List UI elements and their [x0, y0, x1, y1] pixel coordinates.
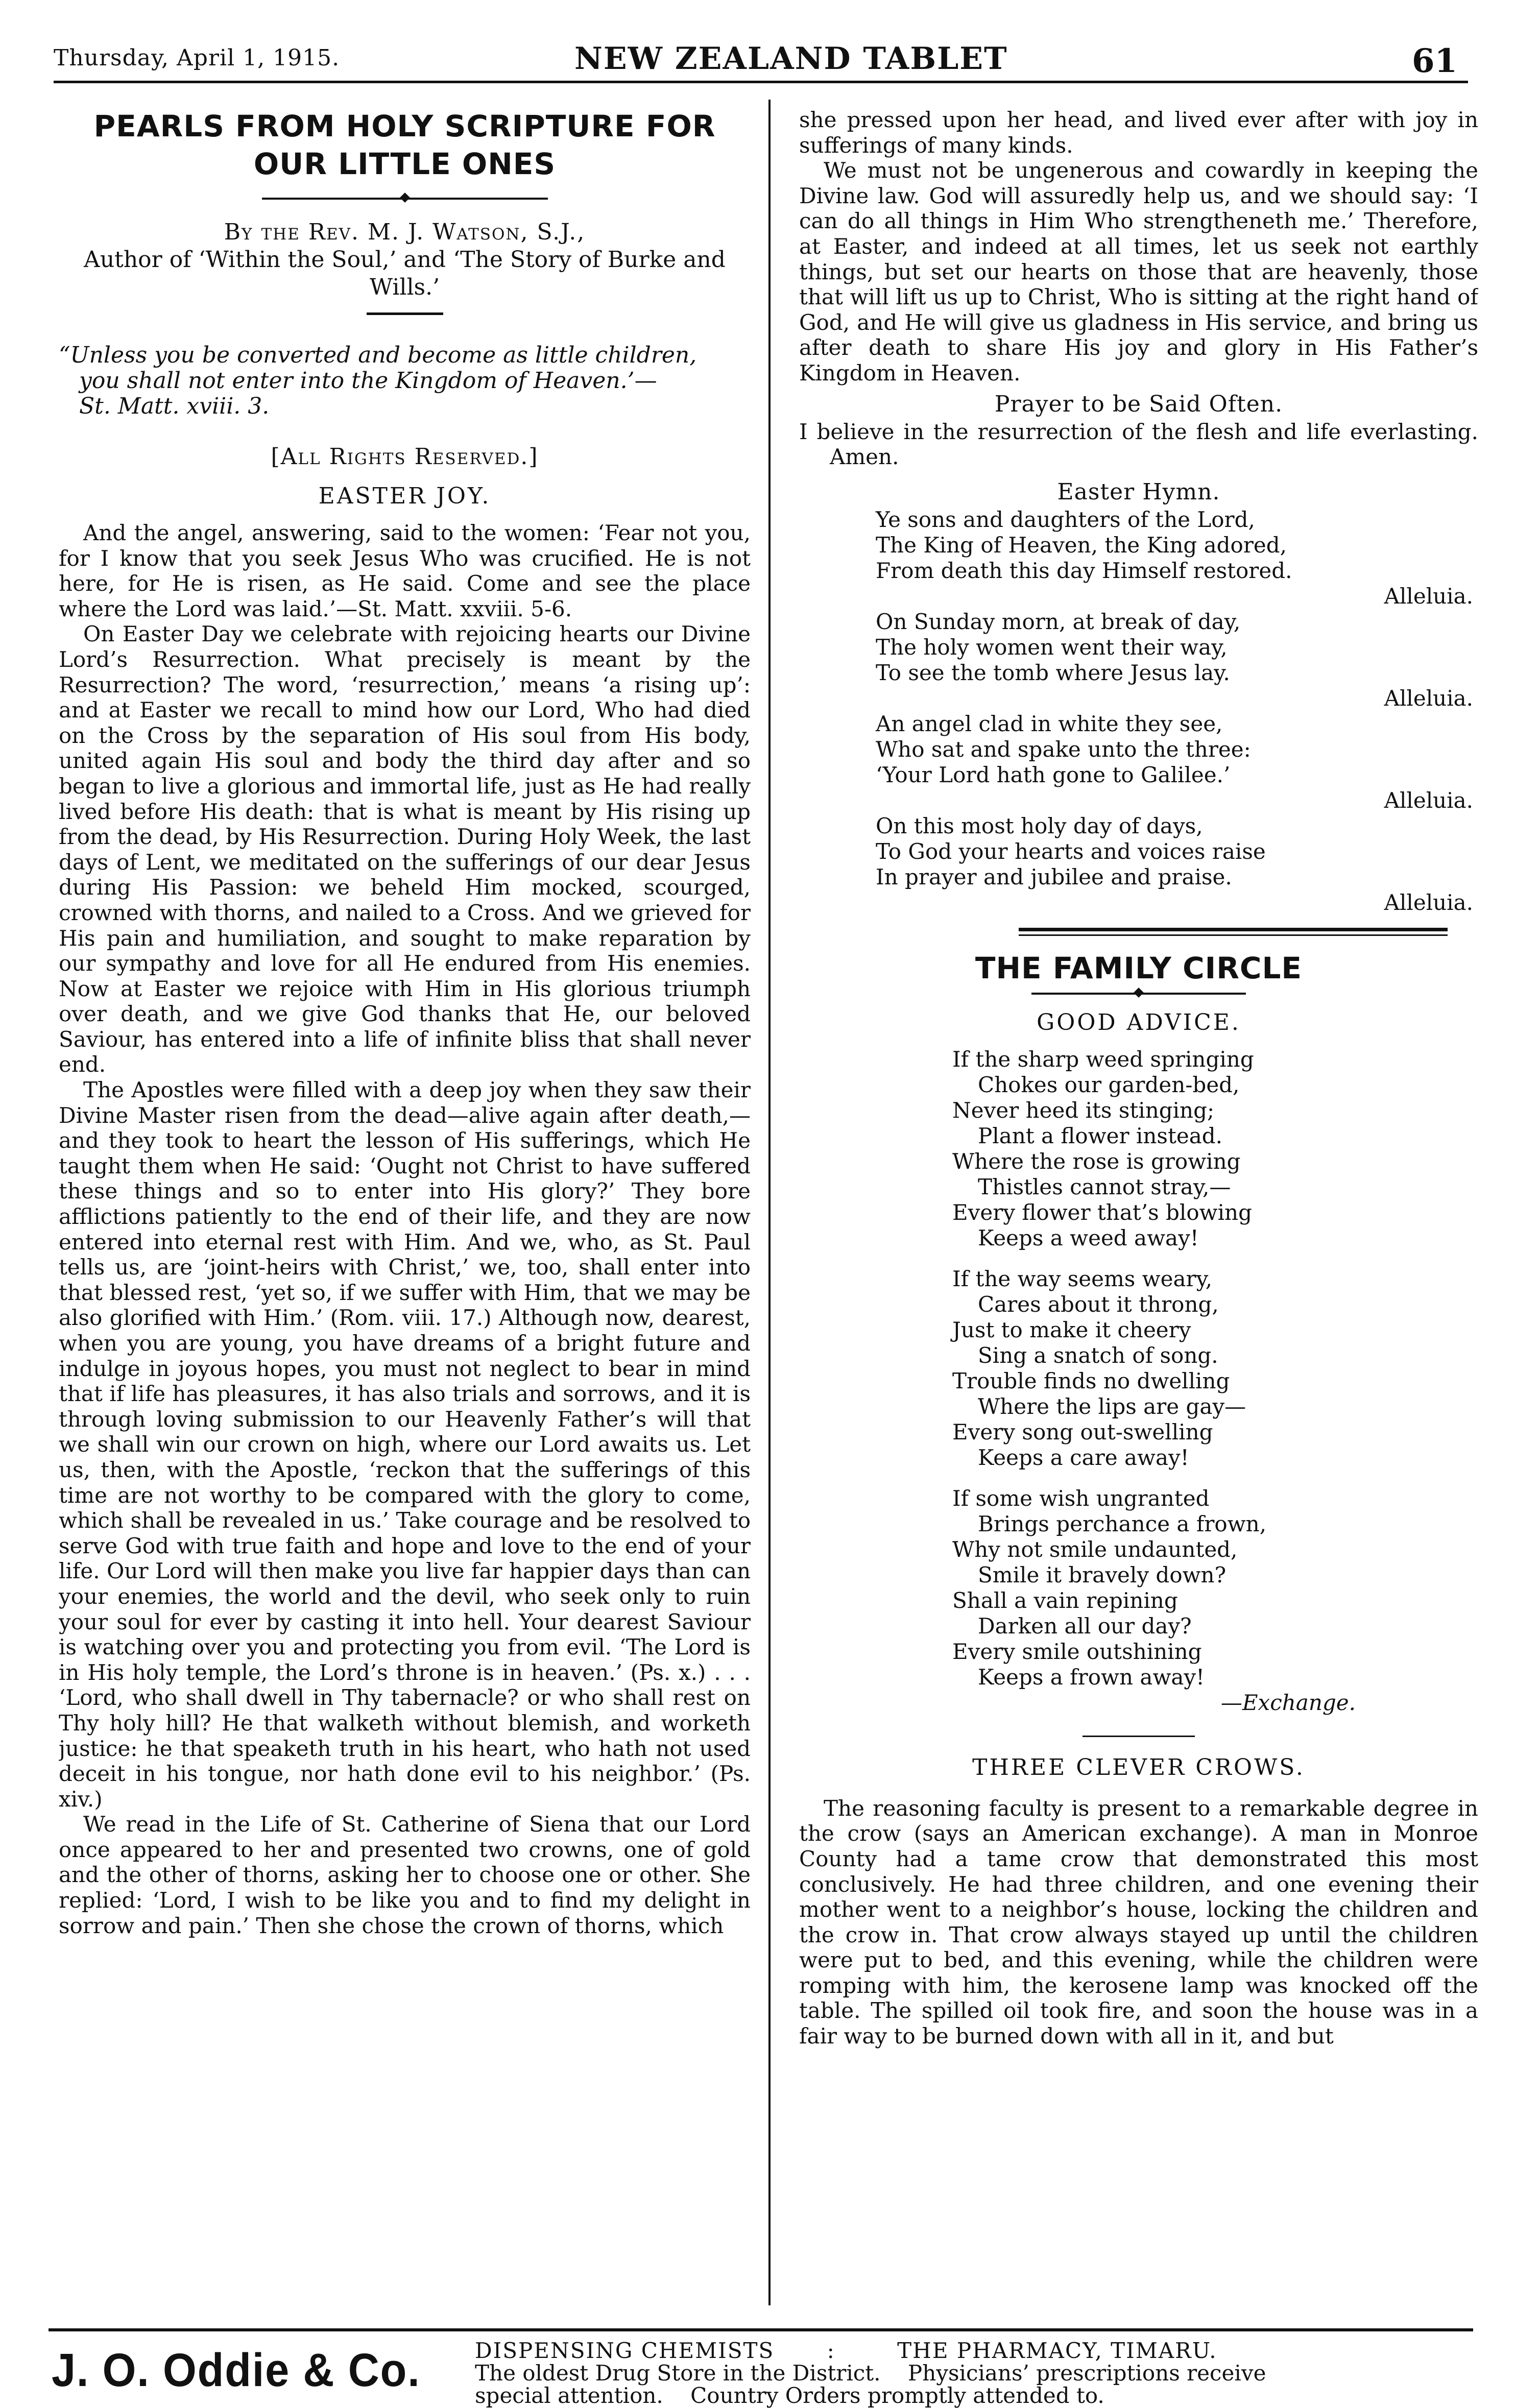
- section-title-easter-joy: EASTER JOY.: [318, 483, 491, 509]
- rights-notice: [All Rights Reserved.]: [271, 444, 539, 470]
- issue-date: Thursday, April 1, 1915.: [54, 45, 340, 71]
- paragraph: We read in the Life of St. Catherine of Siena that our Lord once appeared to her and presented two crowns, one of gold and the other of thorns, asking her to choose one or other. She replied: ‘Lord, I wish to be like you and to find my delight in sorrow and pain.’ Then she chose the crown of thorns, which: [59, 1812, 751, 1938]
- poem-line: Where the lips are gay—: [978, 1393, 1246, 1419]
- poem-line: Just to make it cheery: [952, 1317, 1191, 1342]
- ad-separator: :: [827, 2338, 834, 2363]
- masthead-title: NEW ZEALAND TABLET: [574, 41, 1008, 77]
- paragraph: On Easter Day we celebrate with rejoicing hearts our Divine Lord’s Resurrection. What precisely is meant by the Resurrection? The word, ‘resurrection,’ means ‘a rising up’: and at Easter we recall to mind how our Lord, Who had died on the Cross by the separation of His soul from His body, united again His soul and body the third day after and so began to live a glorious and immortal life, just as He had really lived before His death: that is what is meant by His rising up from the dead, by His Resurrection. During Holy Week, the last days of Lent, we meditated on the sufferings of our dear Jesus during His Passion: we beheld Him mocked, scourged, crowned with thorns, and nailed to a Cross. And we grieved for His pain and humiliation, and sought to make reparation by our sympathy and love for all He endured from His enemies. Now at Easter we rejoice with Him in His glorious triumph over death, and we give God thanks that He, our beloved Saviour, has entered into a life of infinite bliss that shall never end.: [59, 621, 751, 1077]
- poem-line: Never heed its stinging;: [952, 1097, 1215, 1123]
- byline-rule: [367, 312, 443, 315]
- ad-location: THE PHARMACY, TIMARU.: [897, 2338, 1217, 2363]
- poem-line: Keeps a care away!: [978, 1444, 1189, 1470]
- right-column: [799, 107, 1478, 2308]
- poem-credit: —Exchange.: [1220, 1690, 1356, 1715]
- family-ornament: [1031, 989, 1246, 998]
- poem-line: The King of Heaven, the King adored,: [876, 532, 1287, 558]
- paragraph: And the angel, answering, said to the women: ‘Fear not you, for I know that you seek Jesus Who was crucified. He is not here, for He is risen, as He said. Come and see the place where the Lord was laid.’—St. Matt. xxviii. 5-6.: [59, 520, 751, 621]
- poem-line: Thistles cannot stray,—: [978, 1174, 1231, 1199]
- poem-line: Who sat and spake unto the three:: [876, 736, 1251, 762]
- article-title: PEARLS FROM HOLY SCRIPTURE FOR OUR LITTLE ONES: [93, 109, 716, 181]
- stanza-gap: [952, 1471, 1478, 1486]
- paragraph: The reasoning faculty is present to a remarkable degree in the crow (says an American exchange). A man in Monroe County had a tame crow that demonstrated this most conclusively. He had three children, and one evening their mother went to a neighbor’s house, locking the children and the crow in. That crow always stayed up until the children were put to bed, and this evening, while the children were romping with him, the kerosene lamp was knocked off the table. The spilled oil took fire, and soon the house was in a fair way to be burned down with all in it, and but: [799, 1795, 1478, 2049]
- left-column: [59, 107, 751, 2308]
- hymn-stanza: [876, 609, 1478, 711]
- ad-business-type: DISPENSING CHEMISTS: [475, 2338, 775, 2363]
- article-continuation: [799, 107, 1478, 386]
- paragraph: she pressed upon her head, and lived ever after with joy in sufferings of many kinds.: [799, 107, 1478, 158]
- poem-line: To see the tomb where Jesus lay.: [876, 660, 1230, 685]
- epigraph-citation: St. Matt. xviii. 3.: [79, 393, 270, 419]
- poem-line: Brings perchance a frown,: [978, 1511, 1267, 1536]
- poem-line: On this most holy day of days,: [876, 813, 1203, 838]
- poem-line: The holy women went their way,: [876, 634, 1228, 660]
- poem-line: ‘Your Lord hath gone to Galilee.’: [876, 762, 1231, 787]
- stanza-gap: [952, 1251, 1478, 1266]
- poem-stanza: [952, 1266, 1478, 1471]
- crows-title: THREE CLEVER CROWS.: [972, 1754, 1305, 1780]
- poem-line: In prayer and jubilee and praise.: [876, 864, 1232, 889]
- ad-line-1: [475, 2340, 1471, 2362]
- byline-author: By the Rev. M. J. Watson, S.J.,: [224, 219, 586, 245]
- byline-credits: Author of ‘Within the Soul,’ and ‘The Story of Burke and Wills.’: [84, 247, 726, 300]
- hymn-stanza: [876, 507, 1478, 609]
- poem-line: Plant a flower instead.: [978, 1123, 1222, 1148]
- poem-line: An angel clad in white they see,: [876, 711, 1223, 736]
- poem-stanza: [952, 1486, 1478, 1690]
- hymn-stanza: [876, 813, 1478, 916]
- hymn-stanza: [876, 711, 1478, 813]
- poem-line: Keeps a weed away!: [978, 1225, 1199, 1250]
- poem-line: Ye sons and daughters of the Lord,: [876, 507, 1255, 532]
- poem-line: Sing a snatch of song.: [978, 1342, 1218, 1368]
- poem-line: Darken all our day?: [978, 1613, 1192, 1639]
- paragraph: I believe in the resurrection of the flesh and life everlasting. Amen.: [799, 419, 1478, 470]
- good-advice-poem: [799, 1047, 1478, 1690]
- poem-line: Every flower that’s blowing: [952, 1199, 1252, 1225]
- epigraph-line-1: “Unless you be converted and become as little children,: [59, 342, 697, 368]
- paragraph: We must not be ungenerous and cowardly in keeping the Divine law. God will assuredly help us, and we should say: ‘I can do all things in Him Who strengtheneth me.’ Therefore, at Easter, and indeed at all times, let us seek not earthly things, but set our hearts on those that are heavenly, those that will lift us up to Christ, Who is sitting at the right hand of God, and He will give us gladness in His service, and bring us after death to share His joy and glory in His Father’s Kingdom in Heaven.: [799, 158, 1478, 386]
- crows-story: [799, 1796, 1478, 2049]
- column-divider: [768, 100, 771, 2305]
- poem-line: Smile it bravely down?: [978, 1562, 1227, 1587]
- paragraph: The Apostles were filled with a deep joy when they saw their Divine Master risen from the dead—alive again after death,—and they took to heart the lesson of His sufferings, which He taught them when He said: ‘Ought not Christ to have suffered these things and so to enter into His glory?’ They bore afflictions patiently to the end of their life, and they are now entered into eternal rest with Him. And we, who, as St. Paul tells us, are ‘joint-heirs with Christ,’ we, too, shall enter into that blessed rest, ‘yet so, if we suffer with Him, that we may be also glorified with Him.’ (Rom. viii. 17.) Although now, dearest, when you are young, you have dreams of a bright future and indulge in joyous hopes, you must not neglect to bear in mind that if life has pleasures, it has also trials and sorrows, and it is through loving submission to our Heavenly Father’s will that we shall win our crown on high, where our Lord awaits us. Let us, then, with the Apostle, ‘reckon that the sufferings of this time are not worthy to be compared with the glory to come, which shall be revealed in us.’ Take courage and be resolved to serve God with true faith and hope and love to the end of your life. Our Lord will then make you live far happier days than can your enemies, the world and the devil, who seek only to ruin your soul for ever by casting it into hell. Your dearest Saviour is watching over you and protecting you from evil. ‘The Lord is in His holy temple, the Lord’s throne is in heaven.’ (Ps. x.) . . . ‘Lord, who shall dwell in Thy tabernacle? or who shall rest on Thy holy hill? He that walketh without blemish, and worketh justice: he that speaketh truth in his heart, who hath not used deceit in his tongue, nor hath done evil to his neighbor.’ (Ps. xiv.): [59, 1077, 751, 1812]
- prayer-text: [799, 419, 1478, 470]
- poem-line: Where the rose is growing: [952, 1148, 1241, 1174]
- hymn-title: Easter Hymn.: [1057, 478, 1220, 505]
- advertisement: [49, 2328, 1473, 2408]
- poem-line: Chokes our garden-bed,: [978, 1072, 1240, 1097]
- poem-line: Shall a vain repining: [952, 1587, 1178, 1613]
- poem-line: Every song out-swelling: [952, 1419, 1213, 1444]
- family-circle-title: THE FAMILY CIRCLE: [975, 950, 1303, 985]
- poem-line: If the sharp weed springing: [952, 1046, 1254, 1072]
- section-rule: [1019, 934, 1448, 936]
- title-ornament: [262, 194, 548, 203]
- refrain: Alleluia.: [1384, 583, 1473, 609]
- advertiser-name: J. O. Oddie & Co.: [52, 2344, 421, 2396]
- byline: [59, 219, 751, 301]
- poem-line: Trouble finds no dwelling: [952, 1368, 1230, 1393]
- poem-line: Why not smile undaunted,: [952, 1536, 1238, 1562]
- refrain: Alleluia.: [1384, 889, 1473, 915]
- poem-line: Keeps a frown away!: [978, 1664, 1205, 1690]
- footer-rule: [49, 2328, 1473, 2331]
- page-number: 61: [1412, 42, 1458, 80]
- epigraph-line-2: you shall not enter into the Kingdom of Heaven.’—: [79, 368, 657, 394]
- section-rule: [1083, 1736, 1195, 1737]
- advertisement-text: [475, 2340, 1471, 2407]
- poem-line: If some wish ungranted: [952, 1485, 1210, 1511]
- poem-line: On Sunday morn, at break of day,: [876, 609, 1241, 634]
- ad-line-2: The oldest Drug Store in the District. Physicians’ prescriptions receive: [475, 2361, 1266, 2386]
- refrain: Alleluia.: [1384, 787, 1473, 813]
- header-rule: [54, 81, 1468, 83]
- section-rule: [1019, 928, 1448, 931]
- good-advice-title: GOOD ADVICE.: [1037, 1009, 1241, 1036]
- prayer-title: Prayer to be Said Often.: [994, 391, 1283, 417]
- easter-hymn: [799, 507, 1478, 916]
- poem-stanza: [952, 1047, 1478, 1251]
- poem-line: From death this day Himself restored.: [876, 558, 1292, 583]
- page-header: [54, 20, 1473, 82]
- article-body: [59, 520, 751, 1938]
- ad-line-3: special attention. Country Orders promptly attended to.: [475, 2383, 1104, 2408]
- refrain: Alleluia.: [1384, 685, 1473, 711]
- poem-line: If the way seems weary,: [952, 1266, 1213, 1291]
- poem-line: Cares about it throng,: [978, 1291, 1219, 1317]
- epigraph: [59, 343, 751, 419]
- poem-line: To God your hearts and voices raise: [876, 838, 1266, 864]
- poem-line: Every smile outshining: [952, 1639, 1202, 1664]
